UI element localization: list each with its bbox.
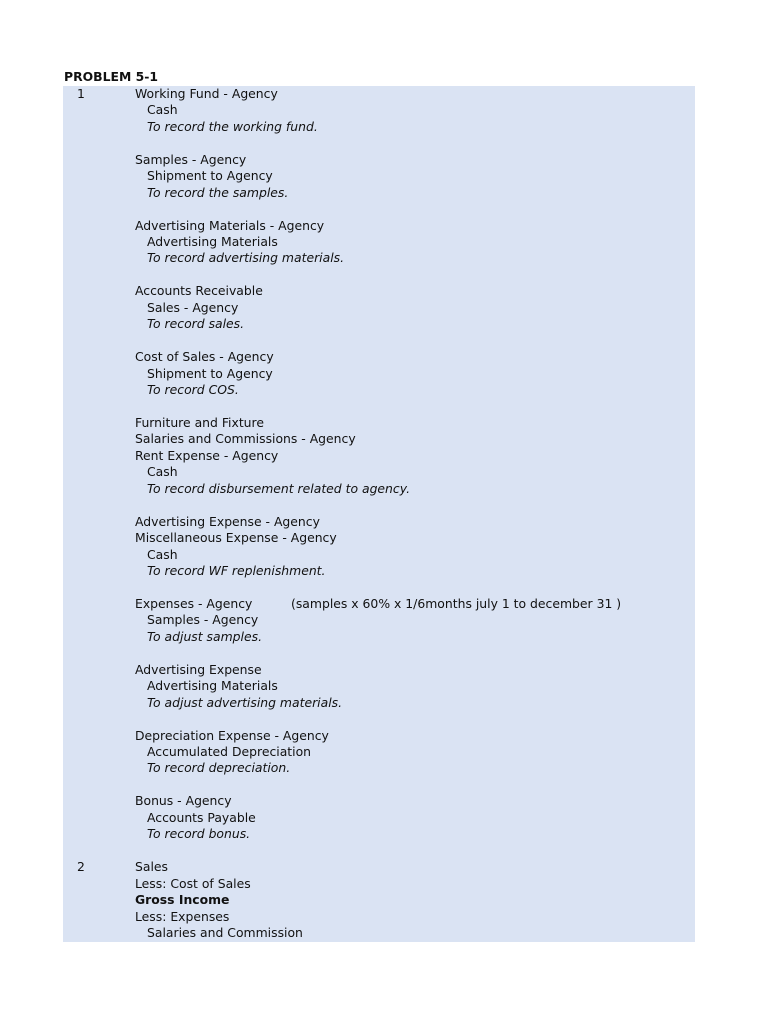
part-number: 2 [77,859,85,874]
debit-account: Furniture and Fixture [135,415,264,430]
debit-account: Accounts Receivable [135,283,263,298]
credit-account: Sales - Agency [147,300,239,315]
credit-account: Cash [147,464,178,479]
credit-account: Advertising Materials [147,234,278,249]
debit-account: Advertising Expense [135,662,262,677]
credit-account: Advertising Materials [147,678,278,693]
entry-memo: To adjust advertising materials. [147,695,343,710]
journal-sheet [63,86,695,942]
debit-account: Cost of Sales - Agency [135,349,274,364]
entry-memo: To record COS. [147,382,239,397]
credit-account: Samples - Agency [147,612,259,627]
credit-account: Accounts Payable [147,810,256,825]
credit-account: Shipment to Agency [147,366,273,381]
debit-account: Samples - Agency [135,152,247,167]
credit-account: Shipment to Agency [147,168,273,183]
statement-line: Salaries and Commission [147,925,303,940]
debit-account: Bonus - Agency [135,793,232,808]
entry-memo: To record WF replenishment. [147,563,326,578]
entry-memo: To record depreciation. [147,760,291,775]
statement-line: Less: Expenses [135,909,230,924]
credit-account: Accumulated Depreciation [147,744,312,759]
debit-account: Expenses - Agency [135,596,253,611]
part-number: 1 [77,86,85,101]
entry-memo: To record disbursement related to agency. [147,481,411,496]
entry-memo: To adjust samples. [147,629,263,644]
entry-memo: To record the samples. [147,185,289,200]
debit-account: Advertising Materials - Agency [135,218,325,233]
entry-memo: To record the working fund. [147,119,318,134]
debit-account: Depreciation Expense - Agency [135,728,329,743]
debit-account: Working Fund - Agency [135,86,278,101]
entry-memo: To record advertising materials. [147,250,345,265]
statement-line: Gross Income [135,892,230,907]
credit-account: Cash [147,547,178,562]
statement-line: Less: Cost of Sales [135,876,251,891]
statement-line: Sales [135,859,168,874]
entry-memo: To record sales. [147,316,245,331]
entry-memo: To record bonus. [147,826,251,841]
debit-account: Advertising Expense - Agency [135,514,320,529]
debit-account: Miscellaneous Expense - Agency [135,530,337,545]
debit-account: Salaries and Commissions - Agency [135,431,356,446]
debit-account: Rent Expense - Agency [135,448,279,463]
problem-title: PROBLEM 5-1 [64,69,158,84]
credit-account: Cash [147,102,178,117]
computation-note: (samples x 60% x 1/6months july 1 to december 31 ) [291,596,622,611]
